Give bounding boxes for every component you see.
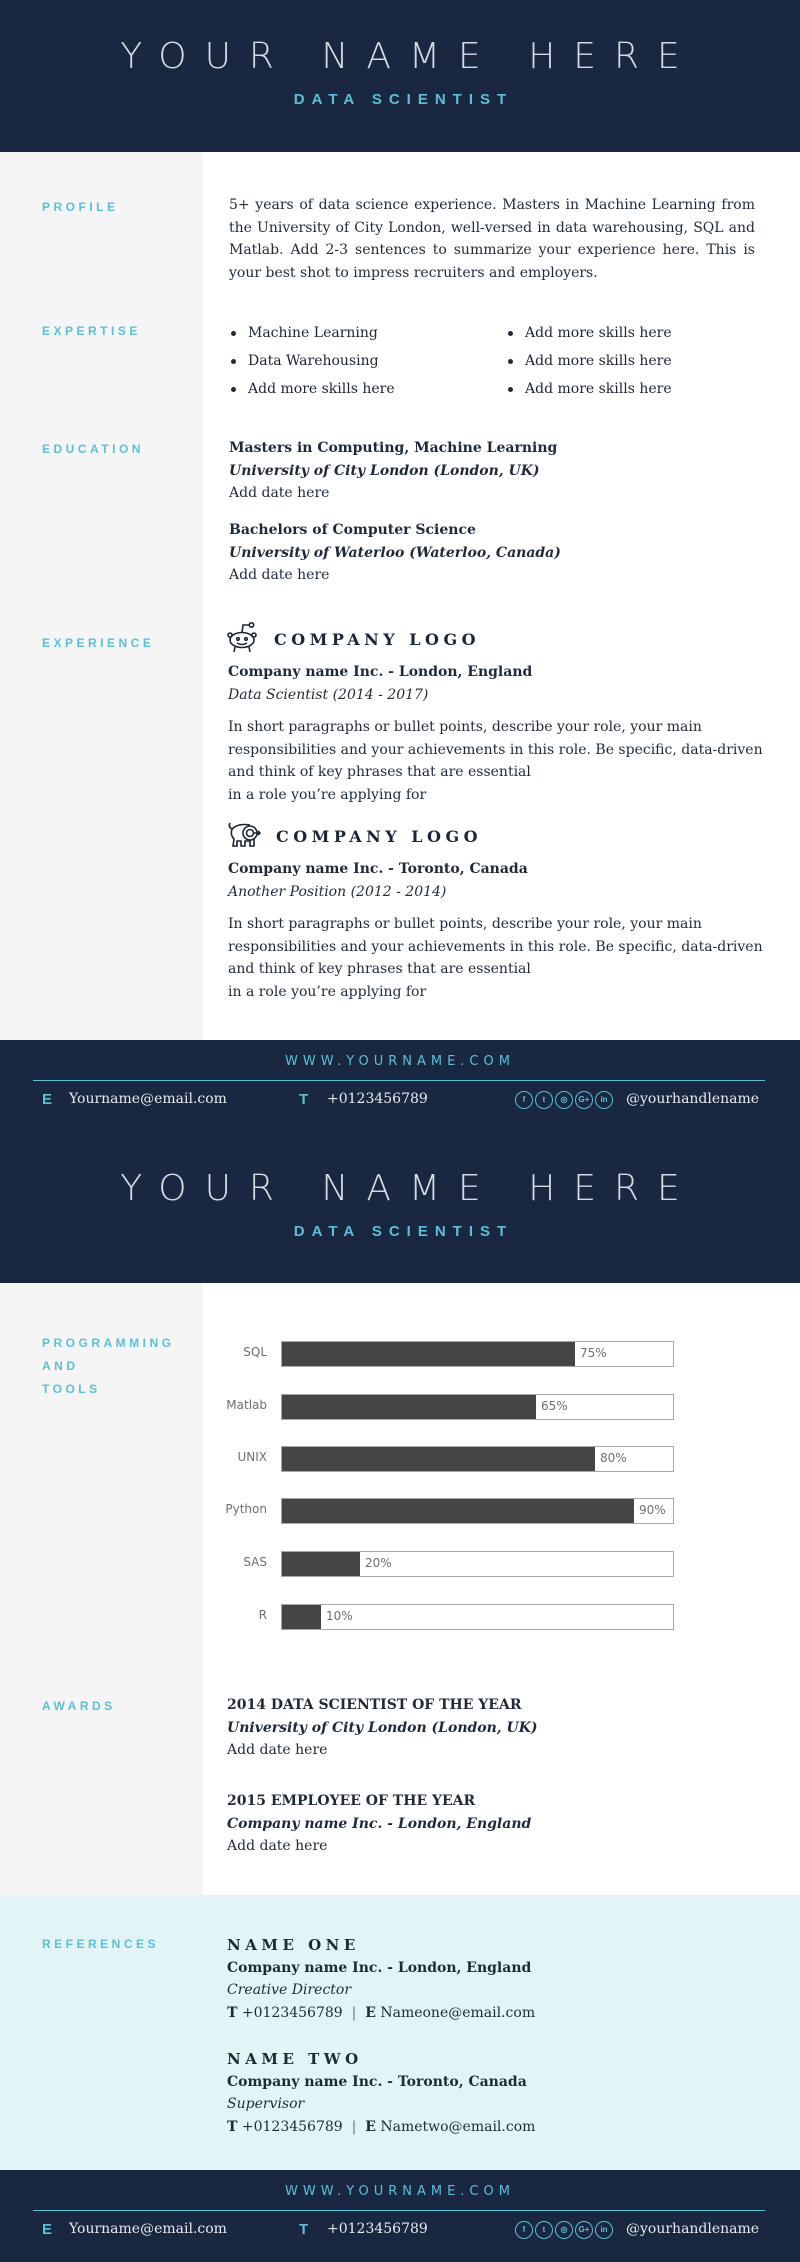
full-name: YOUR NAME HERE bbox=[120, 1168, 698, 1209]
reference-item bbox=[227, 1934, 535, 2024]
reference-phone[interactable]: +0123456789 bbox=[241, 2004, 343, 2021]
reference-name: NAME ONE bbox=[227, 1936, 360, 1954]
date: Add date here bbox=[227, 1838, 328, 1854]
email-label: E bbox=[42, 1091, 53, 1108]
expertise-list-1 bbox=[229, 319, 395, 403]
company-logo-2 bbox=[226, 819, 482, 853]
email-link[interactable]: Yourname@email.com bbox=[69, 1091, 227, 1107]
email-label: E bbox=[42, 2221, 53, 2238]
footer-divider bbox=[33, 1080, 765, 1081]
profile-text: 5+ years of data science experience. Masters in Machine Learning from the University of City London, well-versed in data warehousing, SQL and Matlab. Add 2-3 sentences to summarize your experience here. This is your best shot to impress recruiters and employers. bbox=[229, 197, 755, 281]
skill-item: Add more skills here bbox=[229, 375, 395, 403]
reference-contact: T +0123456789 | E Nametwo@email.com bbox=[227, 2118, 536, 2135]
google-plus-icon[interactable]: G+ bbox=[575, 1091, 593, 1109]
reference-title: Creative Director bbox=[227, 1982, 352, 1998]
date: Add date here bbox=[227, 1742, 328, 1758]
skill-bar-fill bbox=[282, 1395, 536, 1419]
reference-phone[interactable]: +0123456789 bbox=[241, 2118, 343, 2135]
skill-name: Matlab bbox=[226, 1398, 267, 1412]
skill-percent: 80% bbox=[600, 1451, 627, 1465]
expertise-list-2 bbox=[506, 319, 672, 403]
position: Data Scientist (2014 - 2017) bbox=[228, 686, 429, 703]
skill-bar-row bbox=[205, 1341, 675, 1367]
website-link[interactable]: WWW.YOURNAME.COM bbox=[285, 2184, 515, 2199]
skill-item: Add more skills here bbox=[506, 319, 672, 347]
skill-bar-fill bbox=[282, 1499, 634, 1523]
school: University of Waterloo (Waterloo, Canada) bbox=[229, 544, 561, 561]
social-icons bbox=[515, 2221, 613, 2239]
skill-bar-track bbox=[281, 1341, 674, 1367]
education-item bbox=[229, 519, 561, 587]
skill-bar-row bbox=[205, 1551, 675, 1577]
skill-item: Data Warehousing bbox=[229, 347, 395, 375]
date: Add date here bbox=[229, 567, 330, 583]
phone-link[interactable]: +0123456789 bbox=[327, 1091, 428, 1107]
position: Another Position (2012 - 2014) bbox=[228, 883, 447, 900]
skill-bar-track bbox=[281, 1394, 674, 1420]
sidebar-1 bbox=[0, 152, 203, 1040]
elephant-target-icon bbox=[226, 819, 264, 853]
skill-name: SAS bbox=[243, 1555, 267, 1569]
role-description: In short paragraphs or bullet points, describe your role, your main responsibilities and your achievements in this role. Be specific, data-driven and think of key phrases that are essential in a role you’re applying for bbox=[228, 916, 763, 1000]
skill-name: UNIX bbox=[237, 1450, 267, 1464]
award-org: Company name Inc. - London, England bbox=[227, 1815, 532, 1832]
skill-bar-track bbox=[281, 1446, 674, 1472]
footer-divider bbox=[33, 2210, 765, 2211]
date: Add date here bbox=[229, 485, 330, 501]
skill-percent: 65% bbox=[541, 1399, 568, 1413]
full-name: YOUR NAME HERE bbox=[120, 36, 698, 77]
skill-bar-track bbox=[281, 1551, 674, 1577]
award-title: 2014 DATA SCIENTIST OF THE YEAR bbox=[227, 1697, 522, 1713]
school: University of City London (London, UK) bbox=[229, 462, 540, 479]
header-1 bbox=[0, 36, 800, 108]
footer-2 bbox=[0, 2170, 800, 2262]
skill-item: Machine Learning bbox=[229, 319, 395, 347]
skill-bar-row bbox=[205, 1394, 675, 1420]
education-label: EDUCATION bbox=[42, 442, 144, 456]
skill-bar-fill bbox=[282, 1447, 595, 1471]
reference-email[interactable]: Nameone@email.com bbox=[380, 2004, 536, 2021]
company-name: Company name Inc. - Toronto, Canada bbox=[228, 861, 528, 877]
award-item bbox=[227, 1694, 538, 1762]
degree: Masters in Computing, Machine Learning bbox=[229, 440, 558, 456]
google-plus-icon[interactable]: G+ bbox=[575, 2221, 593, 2239]
linkedin-icon[interactable]: in bbox=[595, 1091, 613, 1109]
references-label: REFERENCES bbox=[42, 1937, 160, 1951]
experience-item bbox=[228, 661, 768, 806]
award-item bbox=[227, 1790, 531, 1858]
header-2 bbox=[0, 1168, 800, 1240]
reference-company: Company name Inc. - London, England bbox=[227, 1959, 532, 1976]
contact-row bbox=[0, 2218, 800, 2244]
skill-item: Add more skills here bbox=[506, 347, 672, 375]
job-title: DATA SCIENTIST bbox=[293, 91, 514, 108]
skill-name: Python bbox=[225, 1502, 267, 1516]
skill-percent: 10% bbox=[326, 1609, 353, 1623]
website-link[interactable]: WWW.YOURNAME.COM bbox=[285, 1054, 515, 1069]
twitter-icon[interactable]: t bbox=[535, 1091, 553, 1109]
social-handle[interactable]: @yourhandlename bbox=[626, 1091, 760, 1107]
expertise-label: EXPERTISE bbox=[42, 324, 141, 338]
contact-row bbox=[0, 1088, 800, 1114]
award-org: University of City London (London, UK) bbox=[227, 1719, 538, 1736]
skill-percent: 90% bbox=[639, 1503, 666, 1517]
facebook-icon[interactable]: f bbox=[515, 1091, 533, 1109]
reference-item bbox=[227, 2048, 535, 2138]
skill-name: R bbox=[258, 1608, 267, 1622]
instagram-icon[interactable]: ◎ bbox=[555, 2221, 573, 2239]
skill-bar-fill bbox=[282, 1342, 575, 1366]
skills-label: PROGRAMMING AND TOOLS bbox=[42, 1336, 175, 1396]
experience-label: EXPERIENCE bbox=[42, 636, 155, 650]
profile-label: PROFILE bbox=[42, 200, 119, 214]
skill-bar-row bbox=[205, 1446, 675, 1472]
reference-contact: T +0123456789 | E Nameone@email.com bbox=[227, 2004, 536, 2021]
reference-name: NAME TWO bbox=[227, 2050, 363, 2068]
award-title: 2015 EMPLOYEE OF THE YEAR bbox=[227, 1793, 476, 1809]
company-logo-1 bbox=[226, 621, 480, 657]
reference-email[interactable]: Nametwo@email.com bbox=[380, 2118, 536, 2135]
reference-title: Supervisor bbox=[227, 2096, 305, 2112]
skill-percent: 75% bbox=[580, 1346, 607, 1360]
skill-name: SQL bbox=[243, 1345, 267, 1359]
instagram-icon[interactable]: ◎ bbox=[555, 1091, 573, 1109]
skill-bar-track bbox=[281, 1604, 674, 1630]
company-name: Company name Inc. - London, England bbox=[228, 664, 533, 680]
company-logo-text: COMPANY LOGO bbox=[276, 826, 483, 846]
social-icons bbox=[515, 1091, 613, 1109]
linkedin-icon[interactable]: in bbox=[595, 2221, 613, 2239]
skill-percent: 20% bbox=[365, 1556, 392, 1570]
twitter-icon[interactable]: t bbox=[535, 2221, 553, 2239]
skill-bar-row bbox=[205, 1498, 675, 1524]
skill-item: Add more skills here bbox=[506, 375, 672, 403]
education-item bbox=[229, 437, 557, 505]
social-handle[interactable]: @yourhandlename bbox=[626, 2221, 760, 2237]
footer-1 bbox=[0, 1040, 800, 1130]
phone-label: T bbox=[299, 1091, 309, 1108]
role-description: In short paragraphs or bullet points, describe your role, your main responsibilities and your achievements in this role. Be specific, data-driven and think of key phrases that are essential in a role you’re applying for bbox=[228, 719, 763, 803]
company-logo-text: COMPANY LOGO bbox=[274, 629, 481, 649]
phone-link[interactable]: +0123456789 bbox=[327, 2221, 428, 2237]
awards-label: AWARDS bbox=[42, 1699, 116, 1713]
facebook-icon[interactable]: f bbox=[515, 2221, 533, 2239]
skill-bar-row bbox=[205, 1604, 675, 1630]
job-title: DATA SCIENTIST bbox=[293, 1223, 514, 1240]
degree: Bachelors of Computer Science bbox=[229, 522, 476, 538]
reference-company: Company name Inc. - Toronto, Canada bbox=[227, 2073, 527, 2090]
email-link[interactable]: Yourname@email.com bbox=[69, 2221, 227, 2237]
skill-bar-fill bbox=[282, 1605, 321, 1629]
skill-bar-fill bbox=[282, 1552, 360, 1576]
skill-bar-track bbox=[281, 1498, 674, 1524]
phone-label: T bbox=[299, 2221, 309, 2238]
experience-item bbox=[228, 858, 768, 1003]
robot-mascot-icon bbox=[226, 621, 262, 657]
